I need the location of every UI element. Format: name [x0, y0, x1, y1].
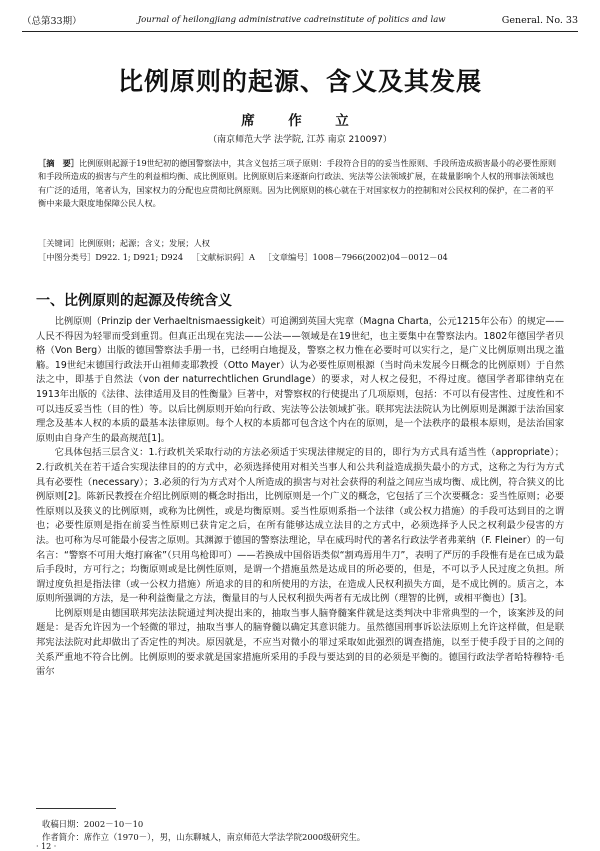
paragraph: 比例原则是由德国联邦宪法法院通过判决提出来的，抽取当事人脑脊髓案件就是这类判决中非常典型的一个，该案涉及的问题是：是否允许因为一个轻微的罪过，抽取当事人的脑脊髓以确定其意识能力。虽然德国刑事诉讼法原则上允许这样做，但是联邦宪法法院对此却做出了否定性的判决。原因就是，不应当对微小的罪过采取如此强烈的调查措施，以至于使手段于目的之间的关系严重地不符合比例。比例原则的要求就是国家措施所采用的手段与要达到的目的必须是平衡的。德国行政法学者哈特穆特·毛雷尔: [36, 607, 564, 678]
section-heading: 一、比例原则的起源及传统含义: [36, 293, 232, 309]
abstract-text: 比例原则起源于19世纪初的德国警察法中，其含义包括三项子原则：手段符合目的的妥当性原则、手段所造成损害最小的必要性原则和手段所造成的损害与产生的利益相均衡、成比例原则。比例原则后来逐渐向行政法、宪法等公法领域扩展，在裁量影响个人权的刑事法领域也有广泛的适用，笔者认为，国家权力的分配也应贯彻比例原则。因为比例原则的核心就在于对国家权力的控制和对公民权利的保护，在二者的平衡中来最大限度地保障公民人权。: [38, 158, 557, 209]
footnote-rule: [36, 808, 116, 809]
issue-number: （总第33期）: [22, 16, 82, 27]
article-number: ［文章编号］1008－7966(2002)04－0012－04: [263, 252, 448, 262]
document-code: ［文献标识码］A: [191, 252, 255, 262]
footnotes: [42, 818, 365, 844]
keywords: [38, 238, 558, 249]
clc-number: ［中图分类号］D922. 1; D921; D924: [38, 252, 184, 262]
general-number: General. No. 33: [501, 14, 578, 26]
abstract-label: ［摘 要］: [38, 158, 79, 168]
keywords-label: ［关键词］: [38, 238, 79, 248]
journal-name: Journal of heilongjiang administrative cadreinstitute of politics and law: [137, 15, 446, 25]
article-title: 比例原则的起源、含义及其发展: [117, 67, 482, 96]
received-date: 收稿日期：2002－10－10: [42, 819, 144, 829]
keywords-text: 比例原则；起源；含义；发展；人权: [78, 238, 210, 248]
author-affiliation: （南京师范大学 法学院, 江苏 南京 210097）: [208, 135, 392, 145]
paragraph: 它具体包括三层含义：1.行政机关采取行动的方法必须适于实现法律规定的目的，即行为方式具有适当性（appropriate）；2.行政机关在若干适合实现法律目的的方式中，必须选择使用对相关当事人和公共利益造成损失最小的方式，这称之为行为方式具有必要性（necessary）；3.必须的行为方式对个人所造成的损害与对社会获得的利益之间应当成均衡、成比例，符合狭义的比例原则[2]。陈新民教授在介绍比例原则的概念时指出，比例原则是一个广义的概念，它包括了三个次要概念：妥当性原则；必要性原则以及狭义的比例原则，或称为比例性，或是均衡原则。妥当性原则系指一个法律（或公权力措施）的手段可达到目的之谓也；必要性原则是指在前妥当性原则已获肯定之后，在所有能够达成立法目的之方式中，必须选择予人民之权利最少侵害的方法。也可称为尽可能最小侵害之原则。其渊源于德国的警察法理论，早在威玛时代的著名行政法学者弗莱纳（F. Fleiner）的一句名言：“警察不可用大炮打麻雀”（只用鸟枪即可）——若换成中国俗语类似“割鸡焉用牛刀”，表明了严厉的手段惟有是在已成为最后手段时，方可行之；均衡原则或是比例性原则，是谓一个措施虽然是达成目的所必要的，但是，不可以予人民过度之负担。所谓过度负担是指法律（或一公权力措施）所追求的目的和所使用的方法，在造成人民权利损失方面，是不成比例的。质言之，本原则所强调的方法，是一种利益衡量之方法，衡量目的与人民权利损失两者有无成比例（理智的比例，或相平衡也）[3]。: [36, 447, 564, 605]
running-header: [22, 12, 578, 32]
page-number: · 12 ·: [36, 842, 57, 851]
classification-line: [38, 252, 558, 263]
paragraph: 比例原则（Prinzip der Verhaeltnismaessigkeit）可追溯到英国大宪章（Magna Charta，公元1215年公布）的规定——人民不得因为轻罪而受到重罚。但真正出现在宪法——公法——领域是在19世纪，也主要集中在警察法内。1802年德国学者贝格（Von Berg）出版的德国警察法手册一书，已经明白地提及，警察之权力惟在必要时可以实行之，是广义比例原则出现之滥觞。19世纪末德国行政法开山祖师麦耶教授（Otto Mayer）认为必要性原则根源（当时尚未发展今日概念的比例原则）于自然法之中，即基于自然法（von der naturrechtlichen Grundlage）的要求，对人权之侵犯，不得过度。德国学者耶律纳克在1913年出版的《法律、法律适用及目的性衡量》巨著中，对警察权的行使提出了几项原则，包括：不可以有侵害性、过度性和不可以违反妥当性（目的性）等。以后比例原则开始向行政、宪法等公法领域扩张。联邦宪法法院认为比例原则是渊源于法治国家理念及基本人权的本质的最基本法律原则。每个人权的本质都可包含这个内在的原则，是一个法秩序的最根本原则，是法治国家原则由自身产生的最高规范[1]。: [36, 316, 564, 444]
abstract: [38, 157, 558, 211]
author-bio: 作者简介：席作立（1970－），男，山东聊城人，南京师范大学法学院2000级研究生。: [42, 832, 366, 842]
body-text: [36, 315, 564, 680]
author-name: 席 作 立: [241, 113, 359, 129]
